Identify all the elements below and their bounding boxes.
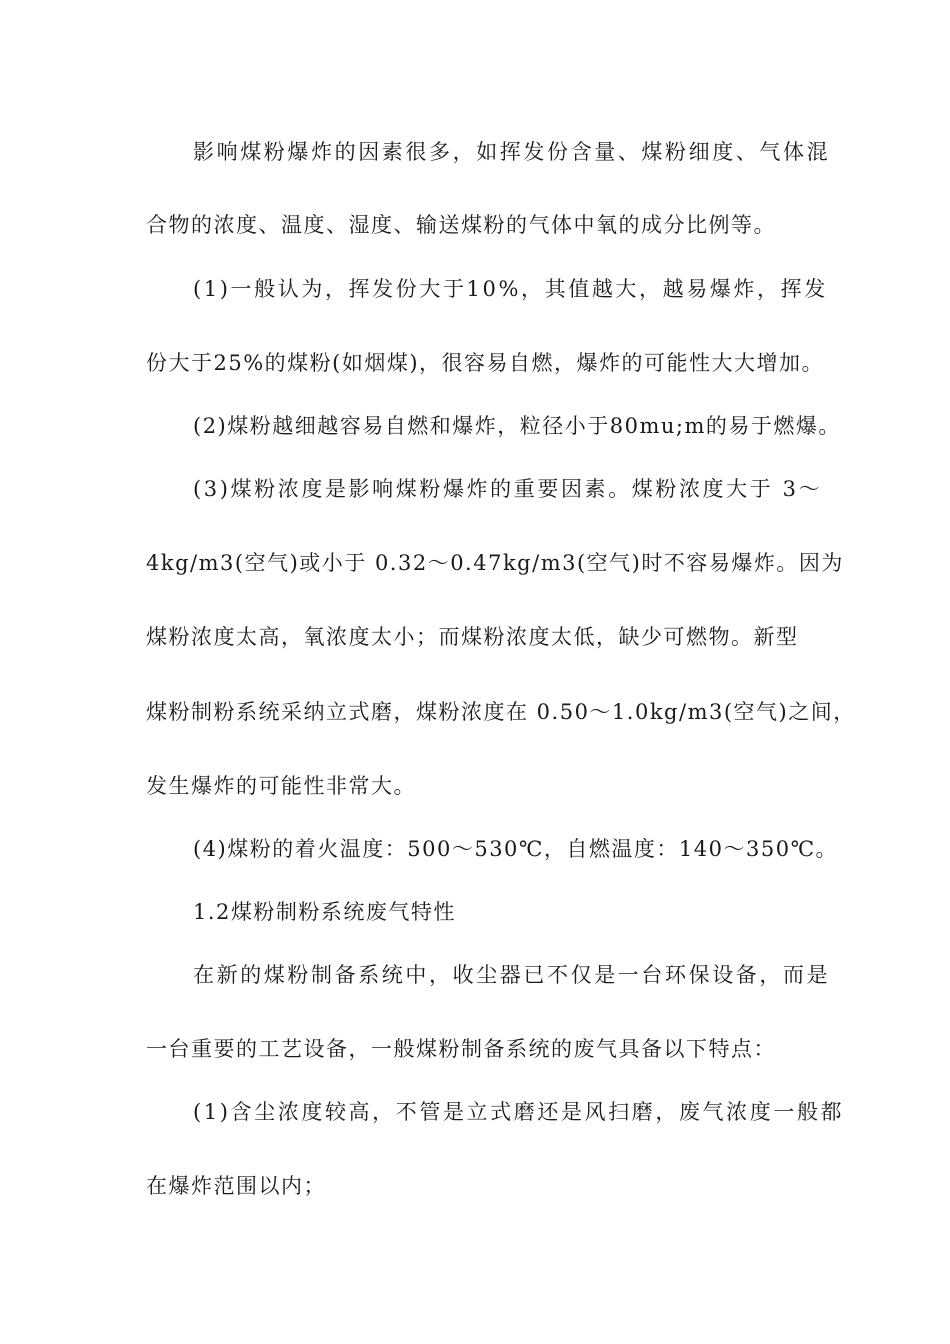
paragraph-line: (3)煤粉浓度是影响煤粉爆炸的重要因素。煤粉浓度大于 3～ (193, 477, 823, 501)
paragraph-line: (2)煤粉越细越容易自燃和爆炸，粒径小于80mu;m的易于燃爆。 (193, 414, 841, 438)
paragraph-line: 发生爆炸的可能性非常大。 (146, 774, 416, 798)
section-heading: 1.2煤粉制粉系统废气特性 (193, 900, 456, 924)
paragraph-line: 在新的煤粉制备系统中，收尘器已不仅是一台环保设备，而是 (193, 963, 831, 987)
paragraph-line: 合物的浓度、温度、湿度、输送煤粉的气体中氧的成分比例等。 (146, 213, 776, 237)
paragraph-line: (1)一般认为，挥发份大于10%，其值越大，越易爆炸，挥发 (193, 277, 828, 301)
paragraph-line: 在爆炸范围以内； (146, 1174, 326, 1198)
paragraph-line: 份大于25%的煤粉(如烟煤)，很容易自燃，爆炸的可能性大大增加。 (146, 351, 825, 375)
paragraph-line: 煤粉制粉系统采纳立式磨，煤粉浓度在 0.50～1.0kg/m3(空气)之间， (146, 700, 856, 724)
paragraph-line: 影响煤粉爆炸的因素很多，如挥发份含量、煤粉细度、气体混 (193, 140, 831, 164)
paragraph-line: (1)含尘浓度较高，不管是立式磨还是风扫磨，废气浓度一般都 (193, 1100, 845, 1124)
paragraph-line: 一台重要的工艺设备，一般煤粉制备系统的废气具备以下特点： (146, 1037, 776, 1061)
paragraph-line: (4)煤粉的着火温度：500～530℃，自燃温度：140～350℃。 (193, 837, 839, 861)
paragraph-line: 4kg/m3(空气)或小于 0.32～0.47kg/m3(空气)时不容易爆炸。因为 (146, 551, 844, 575)
paragraph-line: 煤粉浓度太高，氧浓度太小；而煤粉浓度太低，缺少可燃物。新型 (146, 625, 799, 649)
